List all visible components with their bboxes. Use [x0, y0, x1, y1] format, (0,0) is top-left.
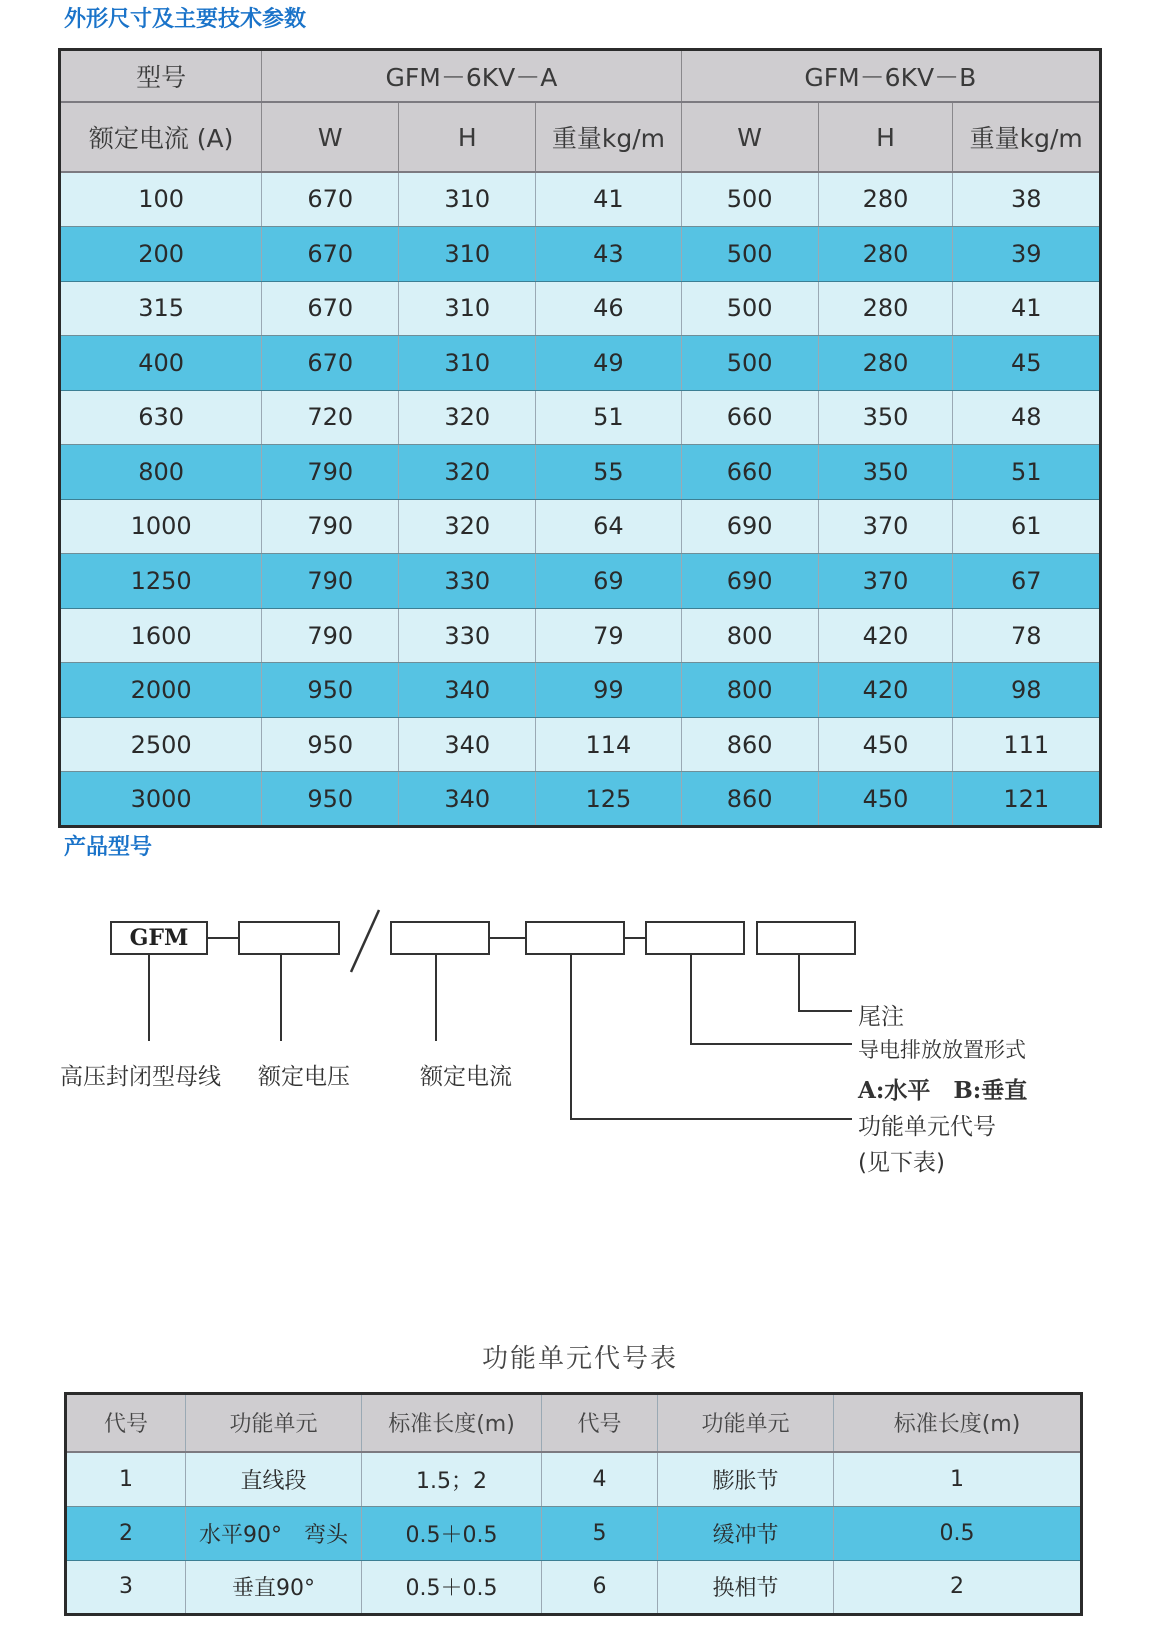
unit-header: 功能单元 [658, 1394, 834, 1452]
a-width-cell: 790 [262, 499, 399, 554]
leader-line [798, 1010, 852, 1012]
rated-current-cell: 315 [60, 281, 262, 336]
code-cell: 1 [66, 1452, 186, 1506]
a-width-cell: 670 [262, 172, 399, 227]
leader-line [435, 955, 437, 1041]
b-height-cell: 370 [818, 499, 953, 554]
a-weight-cell: 125 [536, 772, 681, 827]
length-cell: 2 [834, 1560, 1082, 1614]
b-width-cell: 500 [681, 336, 818, 391]
a-weight-cell: 43 [536, 226, 681, 281]
a-weight-cell: 46 [536, 281, 681, 336]
spec-table-row [60, 663, 1101, 718]
a-width-header: W [262, 102, 399, 172]
leader-line [690, 955, 692, 1045]
a-height-cell: 340 [399, 663, 536, 718]
b-width-cell: 800 [681, 608, 818, 663]
connector-line [208, 937, 238, 939]
a-weight-cell: 69 [536, 554, 681, 609]
b-height-cell: 450 [818, 772, 953, 827]
code-header: 代号 [66, 1394, 186, 1452]
model-label: 型号 [60, 50, 262, 103]
function-table-row [66, 1560, 1082, 1614]
voltage-box [238, 921, 340, 955]
unit-cell: 膨胀节 [658, 1452, 834, 1506]
b-height-cell: 280 [818, 281, 953, 336]
a-height-header: H [399, 102, 536, 172]
rated-current-cell: 2500 [60, 717, 262, 772]
rated-current-cell: 2000 [60, 663, 262, 718]
a-height-cell: 340 [399, 717, 536, 772]
a-height-cell: 310 [399, 172, 536, 227]
code-cell: 4 [542, 1452, 658, 1506]
a-width-cell: 790 [262, 608, 399, 663]
slash-separator [345, 908, 385, 974]
b-weight-cell: 111 [953, 717, 1101, 772]
a-height-cell: 310 [399, 226, 536, 281]
remark-box [756, 921, 856, 955]
a-width-cell: 950 [262, 772, 399, 827]
b-height-cell: 350 [818, 445, 953, 500]
function-table-row [66, 1452, 1082, 1506]
b-weight-cell: 61 [953, 499, 1101, 554]
length-cell: 1 [834, 1452, 1082, 1506]
spec-table-row [60, 554, 1101, 609]
spec-header-row-1 [60, 50, 1101, 103]
spec-table-row [60, 717, 1101, 772]
rated-voltage-label: 额定电压 [258, 1064, 350, 1090]
b-height-cell: 350 [818, 390, 953, 445]
b-height-cell: 280 [818, 336, 953, 391]
b-width-cell: 690 [681, 499, 818, 554]
b-weight-cell: 98 [953, 663, 1101, 718]
a-width-cell: 670 [262, 226, 399, 281]
a-width-cell: 950 [262, 663, 399, 718]
a-width-cell: 670 [262, 336, 399, 391]
unit-cell: 直线段 [186, 1452, 362, 1506]
unit-header: 功能单元 [186, 1394, 362, 1452]
placement-box [645, 921, 745, 955]
leader-line [280, 955, 282, 1041]
b-weight-cell: 51 [953, 445, 1101, 500]
spec-table-row [60, 281, 1101, 336]
unit-cell: 垂直90° [186, 1560, 362, 1614]
b-weight-cell: 38 [953, 172, 1101, 227]
a-weight-cell: 49 [536, 336, 681, 391]
length-header: 标准长度(m) [362, 1394, 542, 1452]
leader-line [570, 1118, 852, 1120]
rated-current-cell: 200 [60, 226, 262, 281]
a-height-cell: 320 [399, 390, 536, 445]
b-weight-cell: 78 [953, 608, 1101, 663]
a-height-cell: 310 [399, 336, 536, 391]
a-height-cell: 330 [399, 554, 536, 609]
length-cell: 0.5＋0.5 [362, 1560, 542, 1614]
b-weight-header: 重量kg/m [953, 102, 1101, 172]
unit-cell: 换相节 [658, 1560, 834, 1614]
b-weight-cell: 45 [953, 336, 1101, 391]
b-width-cell: 500 [681, 172, 818, 227]
code-cell: 3 [66, 1560, 186, 1614]
length-cell: 1.5；2 [362, 1452, 542, 1506]
a-height-cell: 310 [399, 281, 536, 336]
spec-table-row [60, 608, 1101, 663]
rated-current-cell: 630 [60, 390, 262, 445]
a-weight-cell: 51 [536, 390, 681, 445]
b-height-cell: 370 [818, 554, 953, 609]
leader-line [690, 1043, 852, 1045]
spec-section-title: 外形尺寸及主要技术参数 [64, 7, 307, 32]
spec-table [58, 48, 1102, 828]
a-height-cell: 340 [399, 772, 536, 827]
placement-options-label: A:水平 B:垂直 [858, 1077, 1028, 1104]
a-weight-cell: 99 [536, 663, 681, 718]
b-width-header: W [681, 102, 818, 172]
rated-current-cell: 1000 [60, 499, 262, 554]
spec-table-row [60, 390, 1101, 445]
code-header: 代号 [542, 1394, 658, 1452]
rated-current-cell: 800 [60, 445, 262, 500]
leader-line [148, 955, 150, 1041]
b-height-cell: 420 [818, 663, 953, 718]
a-width-cell: 790 [262, 554, 399, 609]
spec-table-row [60, 336, 1101, 391]
b-width-cell: 860 [681, 772, 818, 827]
b-height-cell: 420 [818, 608, 953, 663]
spec-header-row-2 [60, 102, 1101, 172]
current-box [390, 921, 490, 955]
function-code-label: 功能单元代号 [858, 1114, 996, 1140]
a-height-cell: 320 [399, 499, 536, 554]
code-cell: 5 [542, 1506, 658, 1560]
leader-line [798, 955, 800, 1012]
b-weight-cell: 67 [953, 554, 1101, 609]
connector-line [490, 937, 525, 939]
b-weight-cell: 39 [953, 226, 1101, 281]
a-weight-cell: 55 [536, 445, 681, 500]
b-width-cell: 500 [681, 281, 818, 336]
spec-table-row [60, 172, 1101, 227]
model-a-header: GFM－6KV－A [262, 50, 681, 103]
remark-label: 尾注 [858, 1004, 904, 1030]
b-weight-cell: 41 [953, 281, 1101, 336]
length-cell: 0.5＋0.5 [362, 1506, 542, 1560]
model-b-header: GFM－6KV－B [681, 50, 1100, 103]
b-width-cell: 860 [681, 717, 818, 772]
unit-cell: 缓冲节 [658, 1506, 834, 1560]
function-table-title: 功能单元代号表 [481, 1344, 678, 1374]
a-weight-header: 重量kg/m [536, 102, 681, 172]
leader-line [570, 955, 572, 1120]
b-width-cell: 690 [681, 554, 818, 609]
function-unit-table [64, 1392, 1083, 1616]
rated-current-label: 额定电流 [420, 1064, 512, 1090]
a-weight-cell: 114 [536, 717, 681, 772]
b-width-cell: 660 [681, 390, 818, 445]
a-width-cell: 790 [262, 445, 399, 500]
placement-label: 导电排放放置形式 [858, 1038, 1026, 1062]
b-width-cell: 500 [681, 226, 818, 281]
enclosed-busbar-label: 高压封闭型母线 [60, 1064, 221, 1090]
rated-current-cell: 400 [60, 336, 262, 391]
spec-table-row [60, 226, 1101, 281]
length-header: 标准长度(m) [834, 1394, 1082, 1452]
spec-table-row [60, 445, 1101, 500]
b-height-cell: 450 [818, 717, 953, 772]
model-section-title: 产品型号 [64, 835, 153, 860]
b-height-header: H [818, 102, 953, 172]
a-width-cell: 950 [262, 717, 399, 772]
spec-table-row [60, 772, 1101, 827]
b-width-cell: 660 [681, 445, 818, 500]
length-cell: 0.5 [834, 1506, 1082, 1560]
code-cell: 6 [542, 1560, 658, 1614]
b-weight-cell: 48 [953, 390, 1101, 445]
a-width-cell: 670 [262, 281, 399, 336]
a-height-cell: 330 [399, 608, 536, 663]
b-weight-cell: 121 [953, 772, 1101, 827]
rated-current-cell: 1250 [60, 554, 262, 609]
a-weight-cell: 64 [536, 499, 681, 554]
b-height-cell: 280 [818, 172, 953, 227]
function-table-row [66, 1506, 1082, 1560]
a-weight-cell: 41 [536, 172, 681, 227]
a-weight-cell: 79 [536, 608, 681, 663]
a-width-cell: 720 [262, 390, 399, 445]
b-height-cell: 280 [818, 226, 953, 281]
function-header-row [66, 1394, 1082, 1452]
b-width-cell: 800 [681, 663, 818, 718]
rated-current-header: 额定电流 (A) [60, 102, 262, 172]
code-cell: 2 [66, 1506, 186, 1560]
see-table-note: (见下表) [858, 1150, 945, 1176]
rated-current-cell: 1600 [60, 608, 262, 663]
rated-current-cell: 3000 [60, 772, 262, 827]
a-height-cell: 320 [399, 445, 536, 500]
function-box [525, 921, 625, 955]
rated-current-cell: 100 [60, 172, 262, 227]
unit-cell: 水平90° 弯头 [186, 1506, 362, 1560]
connector-line [625, 937, 645, 939]
prefix-box: GFM [110, 921, 208, 955]
spec-table-row [60, 499, 1101, 554]
